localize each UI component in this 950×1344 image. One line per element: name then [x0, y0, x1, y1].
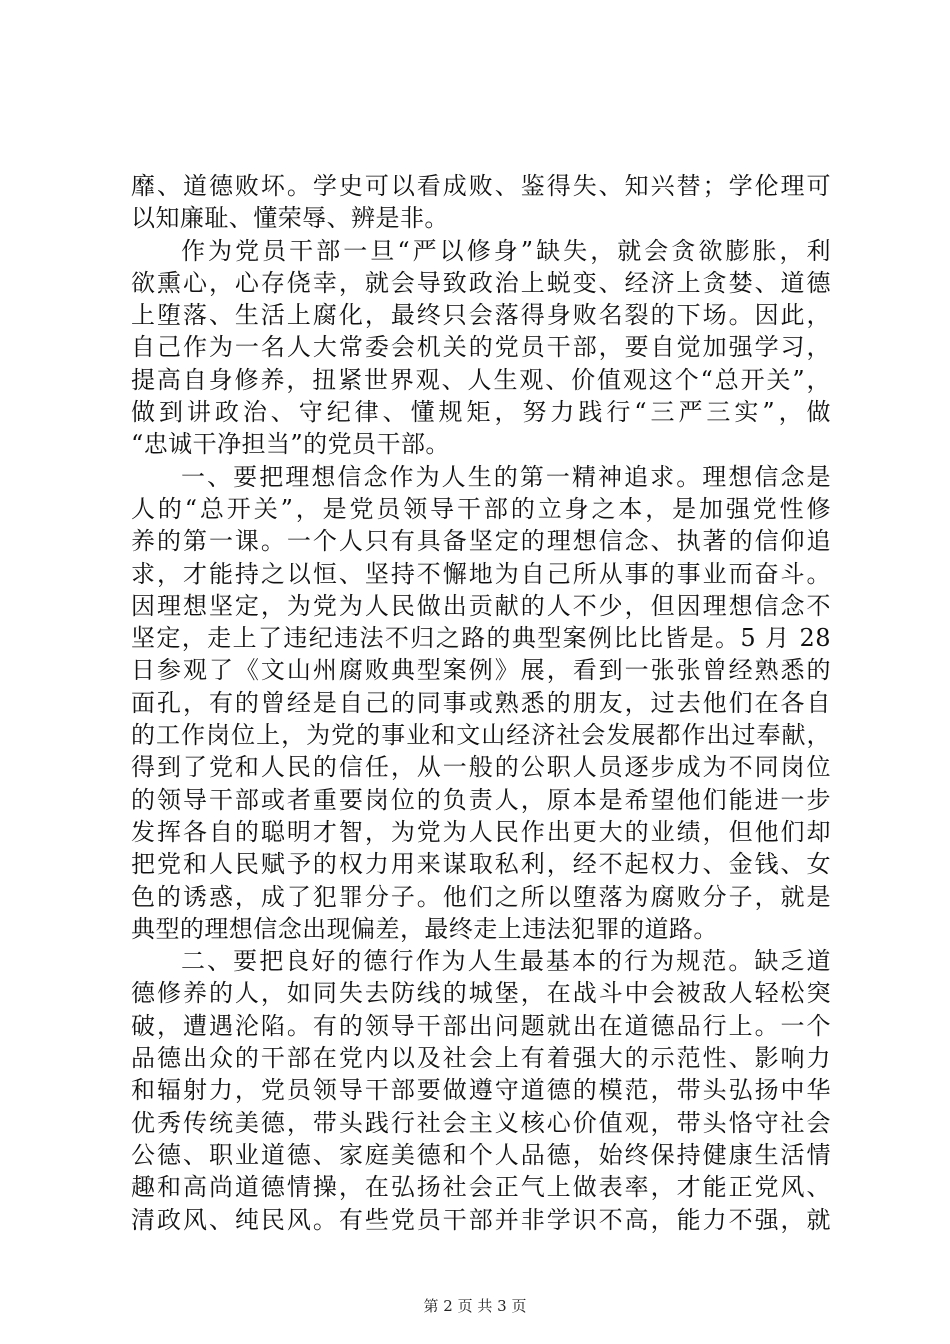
text-line: 德修养的人，如同失去防线的城堡，在战斗中会被敌人轻松突 — [131, 979, 831, 1008]
text-line: 的领导干部或者重要岗位的负责人，原本是希望他们能进一步 — [131, 785, 831, 814]
text-line: 靡、道德败坏。学史可以看成败、鉴得失、知兴替；学伦理可 — [131, 172, 831, 200]
paragraph-first-line: 二、要把良好的德行作为人生最基本的行为规范。缺乏道 — [181, 947, 831, 976]
text-line: 面孔，有的曾经是自己的同事或熟悉的朋友，过去他们在各自 — [131, 688, 831, 717]
text-line: 把党和人民赋予的权力用来谋取私利，经不起权力、金钱、女 — [131, 850, 831, 879]
text-line: 以知廉耻、懂荣辱、辨是非。 — [131, 204, 449, 233]
paragraph-first-line: 一、要把理想信念作为人生的第一精神追求。理想信念是 — [181, 462, 831, 491]
text-line: 典型的理想信念出现偏差，最终走上违法犯罪的道路。 — [131, 914, 718, 943]
text-line: 优秀传统美德，带头践行社会主义核心价值观，带头恪守社会 — [131, 1108, 831, 1137]
text-line: 和辐射力，党员领导干部要做遵守道德的模范，带头弘扬中华 — [131, 1076, 831, 1105]
text-line: 得到了党和人民的信任，从一般的公职人员逐步成为不同岗位 — [131, 753, 831, 782]
page-number-footer: 第 2 页 共 3 页 — [423, 1297, 527, 1315]
text-line: 日参观了《文山州腐败典型案例》展，看到一张张曾经熟悉的 — [131, 656, 831, 685]
text-line: 人的“总开关”，是党员领导干部的立身之本，是加强党性修 — [131, 494, 831, 523]
text-line: 提高自身修养，扭紧世界观、人生观、价值观这个“总开关”， — [131, 365, 831, 394]
paragraph-first-line: 作为党员干部一旦“严以修身”缺失，就会贪欲膨胀，利 — [181, 236, 831, 265]
text-line: 养的第一课。一个人只有具备坚定的理想信念、执著的信仰追 — [131, 527, 831, 556]
text-line: “忠诚干净担当”的党员干部。 — [131, 430, 450, 459]
text-line: 上堕落、生活上腐化，最终只会落得身败名裂的下场。因此， — [131, 301, 831, 330]
body-text — [131, 170, 831, 1236]
text-line: 品德出众的干部在党内以及社会上有着强大的示范性、影响力 — [131, 1044, 831, 1073]
text-line: 色的诱惑，成了犯罪分子。他们之所以堕落为腐败分子，就是 — [131, 882, 831, 911]
text-line: 因理想坚定，为党为人民做出贡献的人不少，但因理想信念不 — [131, 591, 831, 620]
text-line: 发挥各自的聪明才智，为党为人民作出更大的业绩，但他们却 — [131, 817, 831, 846]
text-line: 的工作岗位上，为党的事业和文山经济社会发展都作出过奉献， — [131, 721, 831, 750]
text-line: 欲熏心，心存侥幸，就会导致政治上蜕变、经济上贪婪、道德 — [131, 268, 831, 297]
text-line: 自己作为一名人大常委会机关的党员干部，要自觉加强学习， — [131, 333, 831, 362]
text-line: 清政风、纯民风。有些党员干部并非学识不高，能力不强，就 — [131, 1205, 831, 1234]
text-line: 公德、职业道德、家庭美德和个人品德，始终保持健康生活情 — [131, 1140, 831, 1169]
text-line: 求，才能持之以恒、坚持不懈地为自己所从事的事业而奋斗。 — [131, 559, 831, 588]
text-line: 趣和高尚道德情操，在弘扬社会正气上做表率，才能正党风、 — [131, 1173, 831, 1202]
text-line: 破，遭遇沦陷。有的领导干部出问题就出在道德品行上。一个 — [131, 1011, 831, 1040]
text-line: 坚定，走上了违纪违法不归之路的典型案例比比皆是。5 月 28 — [131, 624, 831, 653]
text-line: 做到讲政治、守纪律、懂规矩，努力践行“三严三实”，做 — [131, 398, 831, 427]
